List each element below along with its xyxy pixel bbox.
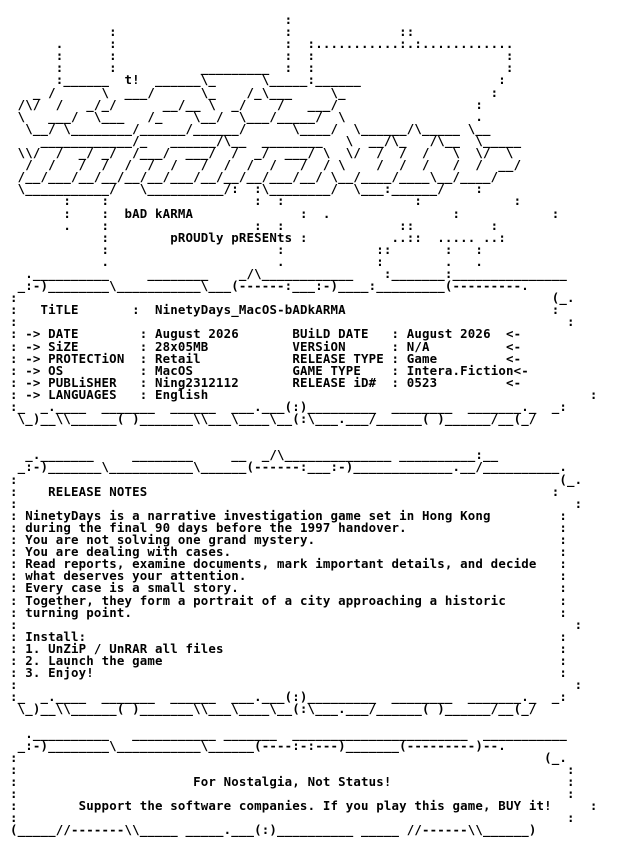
size-value: 28x05MB [154, 338, 293, 354]
release-id-value: 0523 [406, 374, 506, 390]
release-notes-line: Read reports, examine documents, mark important details, and decide [25, 556, 560, 572]
release-notes-line: NinetyDays is a narrative investigation game set in Hong Kong [25, 507, 560, 523]
install-heading: Install: [25, 628, 560, 644]
tagline: pROUDly pRESENts [170, 229, 293, 245]
install-step: 3. Enjoy! [25, 665, 560, 681]
publisher-value: Ning2312112 [154, 374, 293, 390]
os-value: MacOS [154, 362, 293, 378]
footer-support: Support the software companies. If you play this game, BUY it! [78, 798, 552, 814]
nfo-text: : : : :: . : : :...........:.:............ : : : : : : : _________ : : : :______ t! ______\_ \_____:______ : _ / \ ___/ \_ /_\___ \_ : /\/ / _/_/ __/__ \ _/ / ___/ : \ ___/ \___ /_ \__/ \___/_____/ \ . \__/ \________/______/______/ \____/ \______/\_____ \__ ____________/_ ______/\__ ________ \ __/\_ /\__ \_____ \\/ / _/ _/ /___/ ___/ / _/ ___/ \ \/ / / / \ \/ \ / / / / / / / / / / / / / \ / / / / / __/ /__/___/__/__/__/__/___/__/__/__/___/__/ \__/____/____\__/____/ \___________/ \__________/: :\________/ \___:______/ : : : : : : : : : bAD kARMA : . : : . : : : :: : : pROUDly pRESENts : ..:: ..... ..: : : :: : : . . : . . .__________ ________ _/\____________ :_______:_______________ _:-)________\___________\___(------:___:-)____:_________(---------. : (_. : TiTLE : NinetyDays_MacOS-bADkARMA : : : : -> DATE : August 2026 BUiLD DATE : August 2026 <- : -> SiZE : 28x05MB VERSiON : N/A <- : -> PROTECTiON : Retail RELEASE TYPE : Game <- : -> OS : MacOS GAME TYPE : Intera.Fiction<- : -> PUBLiSHER : Ning2312112 RELEASE iD# : 0523 <- : -> LANGUAGES : English : :_ _.____ _______ ______ ___.___(:)_________ ________ _______._ _: \_)__\\______( )_______\\___\____\__(:\___.___/______( )______/__(_/ _._______ ________ __ _/\______________ __________:__ _:-)_______\___________\______(------:___:-)_____________.__/__________. : (_. : RELEASE NOTES : : : : NinetyDays is a narrative investigation game set in Hong Kong : : during the final 90 days before the 1997 handover. : : You are not solving one grand mystery. : : You are dealing with cases. : : Read reports, examine documents, mark important details, and decide : : what deserves your attention. : : Every case is a small story. : : Together, they form a portrait of a city approaching a historic : : turning point. : : : : Install: : : 1. UnZiP / UnRAR all files : : 2. Launch the game : : 3. Enjoy! : : : :_ _.____ _______ ______ ___.___(:)_________ ________ _______._ _: \_)__\\______( )_______\\___\____\__(:\___.___/______( )______/__(_/ .__________ ___________ _______ _______________________ ___________ _:-)________\___________\______(----:-:---)_______(---------)--. : (_. : : : For Nostalgia, Not Status! : : : : Support the software companies. If you play this game, BUY it! : : : (_____//-------\\_____ _____.___(:)__________ _____ //------\\______) [10, 12, 598, 838]
release-notes-heading: RELEASE NOTES [48, 483, 148, 499]
title-label: TiTLE [40, 302, 117, 318]
release-notes-line: You are dealing with cases. [25, 544, 560, 560]
release-notes-line: Together, they form a portrait of a city approaching a historic [25, 592, 560, 608]
version-value: N/A [406, 338, 506, 354]
group-name: bAD kARMA [124, 205, 194, 221]
install-step: 1. UnZiP / UnRAR all files [25, 640, 560, 656]
release-notes-line: during the final 90 days before the 1997 handover. [25, 519, 560, 535]
date-value: August 2026 [154, 326, 293, 342]
release-notes-line: turning point. [25, 604, 560, 620]
footer-motto: For Nostalgia, Not Status! [193, 773, 392, 789]
release-notes-line: You are not solving one grand mystery. [25, 532, 560, 548]
title-value: NinetyDays_MacOS-bADkARMA [155, 302, 346, 318]
languages-value: English [154, 386, 209, 402]
game-type-value: Intera.Fiction [406, 362, 514, 378]
protection-value: Retail [154, 350, 293, 366]
release-type-value: Game [406, 350, 506, 366]
build-date-value: August 2026 [406, 326, 506, 342]
install-step: 2. Launch the game [25, 652, 560, 668]
release-notes-line: Every case is a small story. [25, 580, 560, 596]
release-notes-line: what deserves your attention. [25, 568, 560, 584]
